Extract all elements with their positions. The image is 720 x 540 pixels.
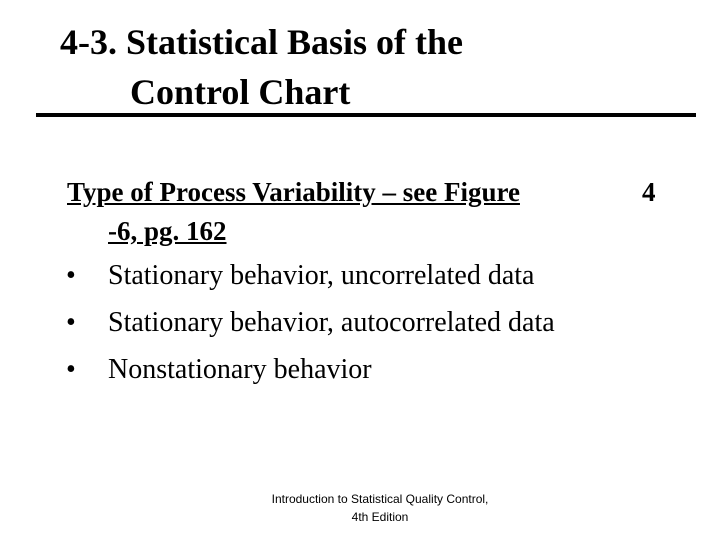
bullet-marker: •: [66, 260, 76, 291]
bullet-item: [66, 354, 372, 386]
footer-line-2: 4th Edition: [351, 510, 409, 524]
title-divider: [36, 113, 696, 117]
bullet-marker: •: [66, 307, 76, 338]
bullet-text: Stationary behavior, uncorrelated data: [108, 260, 535, 291]
bullet-text: Stationary behavior, autocorrelated data: [108, 307, 555, 338]
bullet-item: [66, 260, 534, 292]
subheading-line-1-end: 4: [642, 177, 656, 207]
footer: [230, 490, 530, 526]
subheading-line-2: -6, pg. 162: [108, 216, 227, 246]
footer-line-1: Introduction to Statistical Quality Control,: [271, 492, 489, 506]
subheading-line-1: Type of Process Variability – see Figure: [67, 177, 520, 207]
slide-title-line-2: Control Chart: [130, 72, 351, 112]
bullet-text: Nonstationary behavior: [108, 354, 372, 385]
slide-title-line-1: 4-3. Statistical Basis of the: [60, 22, 463, 62]
bullet-item: [66, 307, 555, 339]
bullet-marker: •: [66, 354, 76, 385]
